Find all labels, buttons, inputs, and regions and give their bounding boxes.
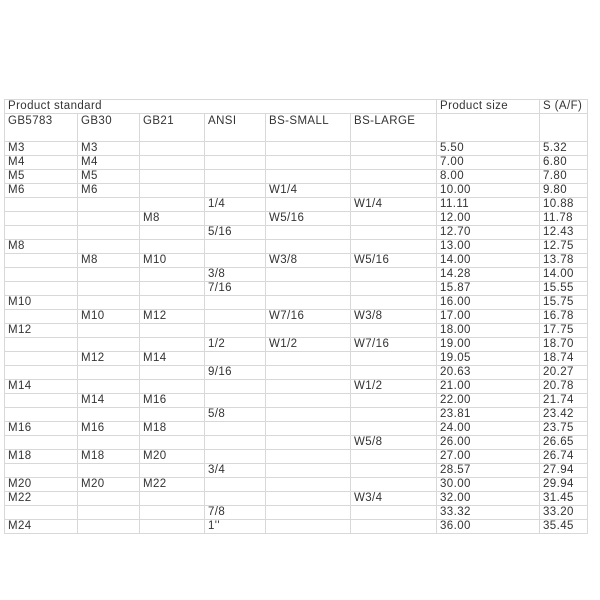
- cell-size: 32.00: [437, 492, 540, 506]
- cell-ansi: [205, 422, 266, 436]
- cell-bs-large: [351, 506, 437, 520]
- cell-bs-small: W1/2: [266, 338, 351, 352]
- cell-ansi: [205, 310, 266, 324]
- cell-bs-small: [266, 142, 351, 156]
- cell-gb30: M18: [78, 450, 140, 464]
- cell-gb30: M5: [78, 170, 140, 184]
- cell-s: 5.32: [540, 142, 588, 156]
- cell-size: 23.81: [437, 408, 540, 422]
- cell-gb30: M16: [78, 422, 140, 436]
- table-row: [5, 380, 588, 394]
- cell-bs-large: [351, 464, 437, 478]
- cell-bs-small: [266, 450, 351, 464]
- cell-gb5783: [5, 366, 78, 380]
- table-row: [5, 338, 588, 352]
- cell-ansi: [205, 492, 266, 506]
- cell-bs-large: [351, 156, 437, 170]
- table-row: [5, 282, 588, 296]
- cell-bs-small: [266, 324, 351, 338]
- cell-ansi: 9/16: [205, 366, 266, 380]
- cell-gb30: [78, 212, 140, 226]
- cell-size: 10.00: [437, 184, 540, 198]
- cell-s: 35.45: [540, 520, 588, 534]
- cell-bs-small: [266, 436, 351, 450]
- cell-bs-small: [266, 352, 351, 366]
- cell-gb30: [78, 366, 140, 380]
- table-row: [5, 366, 588, 380]
- cell-bs-large: W1/2: [351, 380, 437, 394]
- table-row: [5, 408, 588, 422]
- cell-ansi: 1'': [205, 520, 266, 534]
- cell-s: 16.78: [540, 310, 588, 324]
- cell-s: 9.80: [540, 184, 588, 198]
- cell-bs-large: [351, 352, 437, 366]
- cell-ansi: [205, 436, 266, 450]
- cell-size: 12.00: [437, 212, 540, 226]
- s-af-title: S (A/F): [540, 100, 588, 114]
- cell-gb21: [140, 142, 205, 156]
- table-row: [5, 520, 588, 534]
- table-row: [5, 394, 588, 408]
- table-row: [5, 352, 588, 366]
- cell-bs-small: [266, 156, 351, 170]
- cell-gb21: [140, 268, 205, 282]
- cell-s: 21.74: [540, 394, 588, 408]
- col-header-bs-small: BS-SMALL: [266, 114, 351, 142]
- cell-bs-large: [351, 282, 437, 296]
- cell-gb5783: M3: [5, 142, 78, 156]
- cell-bs-large: [351, 226, 437, 240]
- cell-gb21: [140, 184, 205, 198]
- product-standard-title: Product standard: [5, 100, 437, 114]
- cell-gb30: [78, 380, 140, 394]
- cell-gb21: [140, 156, 205, 170]
- cell-s: 26.74: [540, 450, 588, 464]
- table-row: [5, 142, 588, 156]
- cell-bs-small: W3/8: [266, 254, 351, 268]
- cell-ansi: [205, 324, 266, 338]
- table-row: [5, 268, 588, 282]
- table-row: [5, 450, 588, 464]
- cell-gb21: [140, 520, 205, 534]
- cell-ansi: [205, 156, 266, 170]
- cell-bs-large: [351, 296, 437, 310]
- cell-gb21: [140, 380, 205, 394]
- cell-s: 23.42: [540, 408, 588, 422]
- cell-ansi: [205, 142, 266, 156]
- cell-size: 21.00: [437, 380, 540, 394]
- cell-size: 12.70: [437, 226, 540, 240]
- cell-gb5783: [5, 408, 78, 422]
- cell-gb21: [140, 436, 205, 450]
- col-header-gb21: GB21: [140, 114, 205, 142]
- cell-bs-small: [266, 492, 351, 506]
- cell-gb30: [78, 226, 140, 240]
- cell-ansi: [205, 240, 266, 254]
- cell-gb30: [78, 282, 140, 296]
- cell-bs-small: [266, 478, 351, 492]
- cell-ansi: [205, 394, 266, 408]
- cell-s: 12.43: [540, 226, 588, 240]
- cell-gb21: [140, 408, 205, 422]
- cell-bs-large: W5/16: [351, 254, 437, 268]
- table-row: [5, 436, 588, 450]
- cell-gb5783: M5: [5, 170, 78, 184]
- cell-gb30: [78, 492, 140, 506]
- cell-size: 27.00: [437, 450, 540, 464]
- cell-gb5783: M14: [5, 380, 78, 394]
- cell-s: 6.80: [540, 156, 588, 170]
- cell-gb5783: [5, 338, 78, 352]
- cell-gb5783: [5, 436, 78, 450]
- table-row: [5, 464, 588, 478]
- cell-gb30: M14: [78, 394, 140, 408]
- table-row: [5, 198, 588, 212]
- table-row: [5, 492, 588, 506]
- cell-gb21: [140, 506, 205, 520]
- cell-s: 31.45: [540, 492, 588, 506]
- cell-ansi: 1/2: [205, 338, 266, 352]
- cell-gb30: [78, 520, 140, 534]
- cell-bs-small: [266, 520, 351, 534]
- cell-bs-large: [351, 520, 437, 534]
- cell-gb21: [140, 226, 205, 240]
- cell-gb30: [78, 338, 140, 352]
- cell-gb21: [140, 170, 205, 184]
- cell-s: 12.75: [540, 240, 588, 254]
- cell-bs-large: [351, 408, 437, 422]
- cell-bs-large: [351, 268, 437, 282]
- cell-gb30: M6: [78, 184, 140, 198]
- table-row: [5, 422, 588, 436]
- cell-bs-small: [266, 380, 351, 394]
- cell-gb30: [78, 198, 140, 212]
- cell-size: 33.32: [437, 506, 540, 520]
- cell-bs-large: [351, 422, 437, 436]
- cell-size: 36.00: [437, 520, 540, 534]
- cell-s: 26.65: [540, 436, 588, 450]
- cell-s: 15.75: [540, 296, 588, 310]
- cell-gb5783: [5, 198, 78, 212]
- cell-gb21: [140, 324, 205, 338]
- cell-bs-large: [351, 170, 437, 184]
- cell-gb5783: M6: [5, 184, 78, 198]
- cell-bs-large: [351, 184, 437, 198]
- cell-gb30: M20: [78, 478, 140, 492]
- cell-bs-small: [266, 464, 351, 478]
- cell-gb5783: M20: [5, 478, 78, 492]
- cell-s: 13.78: [540, 254, 588, 268]
- cell-bs-large: [351, 142, 437, 156]
- cell-bs-large: [351, 324, 437, 338]
- cell-gb21: M12: [140, 310, 205, 324]
- cell-size: 24.00: [437, 422, 540, 436]
- cell-gb5783: M18: [5, 450, 78, 464]
- cell-bs-small: [266, 296, 351, 310]
- cell-bs-large: W1/4: [351, 198, 437, 212]
- cell-bs-small: W1/4: [266, 184, 351, 198]
- product-size-title: Product size: [437, 100, 540, 114]
- cell-bs-large: [351, 366, 437, 380]
- cell-bs-small: [266, 506, 351, 520]
- cell-gb5783: M24: [5, 520, 78, 534]
- table-row: [5, 478, 588, 492]
- cell-s: 18.70: [540, 338, 588, 352]
- cell-size: 19.05: [437, 352, 540, 366]
- cell-bs-small: [266, 366, 351, 380]
- cell-gb5783: [5, 268, 78, 282]
- cell-size: 15.87: [437, 282, 540, 296]
- cell-gb30: M3: [78, 142, 140, 156]
- table-row: [5, 254, 588, 268]
- cell-gb30: [78, 296, 140, 310]
- cell-size: 14.00: [437, 254, 540, 268]
- cell-size: 30.00: [437, 478, 540, 492]
- cell-s: 11.78: [540, 212, 588, 226]
- cell-bs-large: [351, 240, 437, 254]
- table-row: [5, 226, 588, 240]
- cell-gb30: [78, 324, 140, 338]
- cell-gb30: M10: [78, 310, 140, 324]
- cell-s: 15.55: [540, 282, 588, 296]
- cell-gb5783: M8: [5, 240, 78, 254]
- cell-bs-large: W7/16: [351, 338, 437, 352]
- cell-ansi: [205, 450, 266, 464]
- cell-bs-small: [266, 170, 351, 184]
- cell-s: 14.00: [540, 268, 588, 282]
- cell-bs-small: [266, 198, 351, 212]
- cell-gb5783: M10: [5, 296, 78, 310]
- col-header-ansi: ANSI: [205, 114, 266, 142]
- cell-gb21: M22: [140, 478, 205, 492]
- cell-ansi: [205, 296, 266, 310]
- cell-gb5783: M12: [5, 324, 78, 338]
- cell-gb21: [140, 198, 205, 212]
- cell-gb21: M10: [140, 254, 205, 268]
- cell-bs-small: [266, 240, 351, 254]
- cell-ansi: [205, 170, 266, 184]
- cell-gb30: [78, 464, 140, 478]
- cell-gb5783: M22: [5, 492, 78, 506]
- table-row: [5, 310, 588, 324]
- cell-s: 29.94: [540, 478, 588, 492]
- cell-gb21: [140, 464, 205, 478]
- cell-size: 13.00: [437, 240, 540, 254]
- cell-s: 23.75: [540, 422, 588, 436]
- cell-ansi: 7/8: [205, 506, 266, 520]
- cell-size: 16.00: [437, 296, 540, 310]
- cell-ansi: 5/8: [205, 408, 266, 422]
- col-header-bs-large: BS-LARGE: [351, 114, 437, 142]
- cell-gb21: [140, 296, 205, 310]
- cell-ansi: [205, 184, 266, 198]
- cell-bs-small: W7/16: [266, 310, 351, 324]
- cell-bs-small: [266, 226, 351, 240]
- cell-gb21: [140, 282, 205, 296]
- cell-gb5783: [5, 464, 78, 478]
- cell-size: 8.00: [437, 170, 540, 184]
- cell-gb5783: [5, 212, 78, 226]
- cell-bs-large: [351, 394, 437, 408]
- cell-gb30: [78, 268, 140, 282]
- table-row: [5, 240, 588, 254]
- cell-bs-large: W3/8: [351, 310, 437, 324]
- cell-size: 22.00: [437, 394, 540, 408]
- cell-bs-large: [351, 450, 437, 464]
- col-header-size-blank: [437, 114, 540, 142]
- cell-bs-small: [266, 408, 351, 422]
- cell-gb5783: [5, 226, 78, 240]
- table-row: [5, 212, 588, 226]
- cell-s: 10.88: [540, 198, 588, 212]
- col-header-s-blank: [540, 114, 588, 142]
- cell-size: 20.63: [437, 366, 540, 380]
- cell-bs-large: [351, 212, 437, 226]
- cell-gb21: [140, 240, 205, 254]
- cell-ansi: [205, 212, 266, 226]
- cell-gb21: M8: [140, 212, 205, 226]
- cell-gb21: [140, 338, 205, 352]
- cell-gb5783: M16: [5, 422, 78, 436]
- cell-gb21: [140, 492, 205, 506]
- cell-gb5783: [5, 254, 78, 268]
- cell-size: 11.11: [437, 198, 540, 212]
- cell-size: 28.57: [437, 464, 540, 478]
- cell-size: 5.50: [437, 142, 540, 156]
- cell-size: 18.00: [437, 324, 540, 338]
- cell-ansi: 5/16: [205, 226, 266, 240]
- cell-ansi: [205, 478, 266, 492]
- cell-gb5783: [5, 394, 78, 408]
- cell-gb30: [78, 506, 140, 520]
- cell-bs-small: W5/16: [266, 212, 351, 226]
- cell-s: 18.74: [540, 352, 588, 366]
- cell-ansi: 3/8: [205, 268, 266, 282]
- cell-gb5783: [5, 506, 78, 520]
- cell-bs-small: [266, 282, 351, 296]
- cell-gb30: [78, 436, 140, 450]
- cell-gb30: M12: [78, 352, 140, 366]
- cell-gb30: M4: [78, 156, 140, 170]
- cell-s: 7.80: [540, 170, 588, 184]
- table-row: [5, 156, 588, 170]
- cell-bs-large: W3/4: [351, 492, 437, 506]
- cell-s: 27.94: [540, 464, 588, 478]
- cell-ansi: 7/16: [205, 282, 266, 296]
- cell-gb21: M16: [140, 394, 205, 408]
- cell-gb5783: [5, 352, 78, 366]
- table-row: [5, 296, 588, 310]
- cell-gb21: M20: [140, 450, 205, 464]
- cell-bs-large: [351, 478, 437, 492]
- cell-bs-small: [266, 268, 351, 282]
- cell-size: 14.28: [437, 268, 540, 282]
- cell-gb30: M8: [78, 254, 140, 268]
- col-header-gb30: GB30: [78, 114, 140, 142]
- col-header-gb5783: GB5783: [5, 114, 78, 142]
- cell-gb5783: [5, 282, 78, 296]
- cell-ansi: [205, 352, 266, 366]
- cell-size: 7.00: [437, 156, 540, 170]
- cell-s: 20.78: [540, 380, 588, 394]
- cell-ansi: [205, 254, 266, 268]
- table-row: [5, 184, 588, 198]
- cell-size: 17.00: [437, 310, 540, 324]
- table-row: [5, 324, 588, 338]
- cell-s: 17.75: [540, 324, 588, 338]
- cell-ansi: [205, 380, 266, 394]
- cell-s: 33.20: [540, 506, 588, 520]
- cell-gb30: [78, 408, 140, 422]
- cell-gb21: M18: [140, 422, 205, 436]
- table-row: [5, 506, 588, 520]
- title-row: [5, 100, 588, 114]
- cell-bs-small: [266, 394, 351, 408]
- cell-gb5783: M4: [5, 156, 78, 170]
- cell-size: 26.00: [437, 436, 540, 450]
- cell-gb21: M14: [140, 352, 205, 366]
- cell-size: 19.00: [437, 338, 540, 352]
- cell-ansi: 1/4: [205, 198, 266, 212]
- table-row: [5, 170, 588, 184]
- cell-bs-large: W5/8: [351, 436, 437, 450]
- cell-bs-small: [266, 422, 351, 436]
- cell-gb30: [78, 240, 140, 254]
- cell-gb21: [140, 366, 205, 380]
- column-header-row: [5, 114, 588, 142]
- cell-ansi: 3/4: [205, 464, 266, 478]
- cell-s: 20.27: [540, 366, 588, 380]
- bolt-size-table: [4, 99, 588, 534]
- cell-gb5783: [5, 310, 78, 324]
